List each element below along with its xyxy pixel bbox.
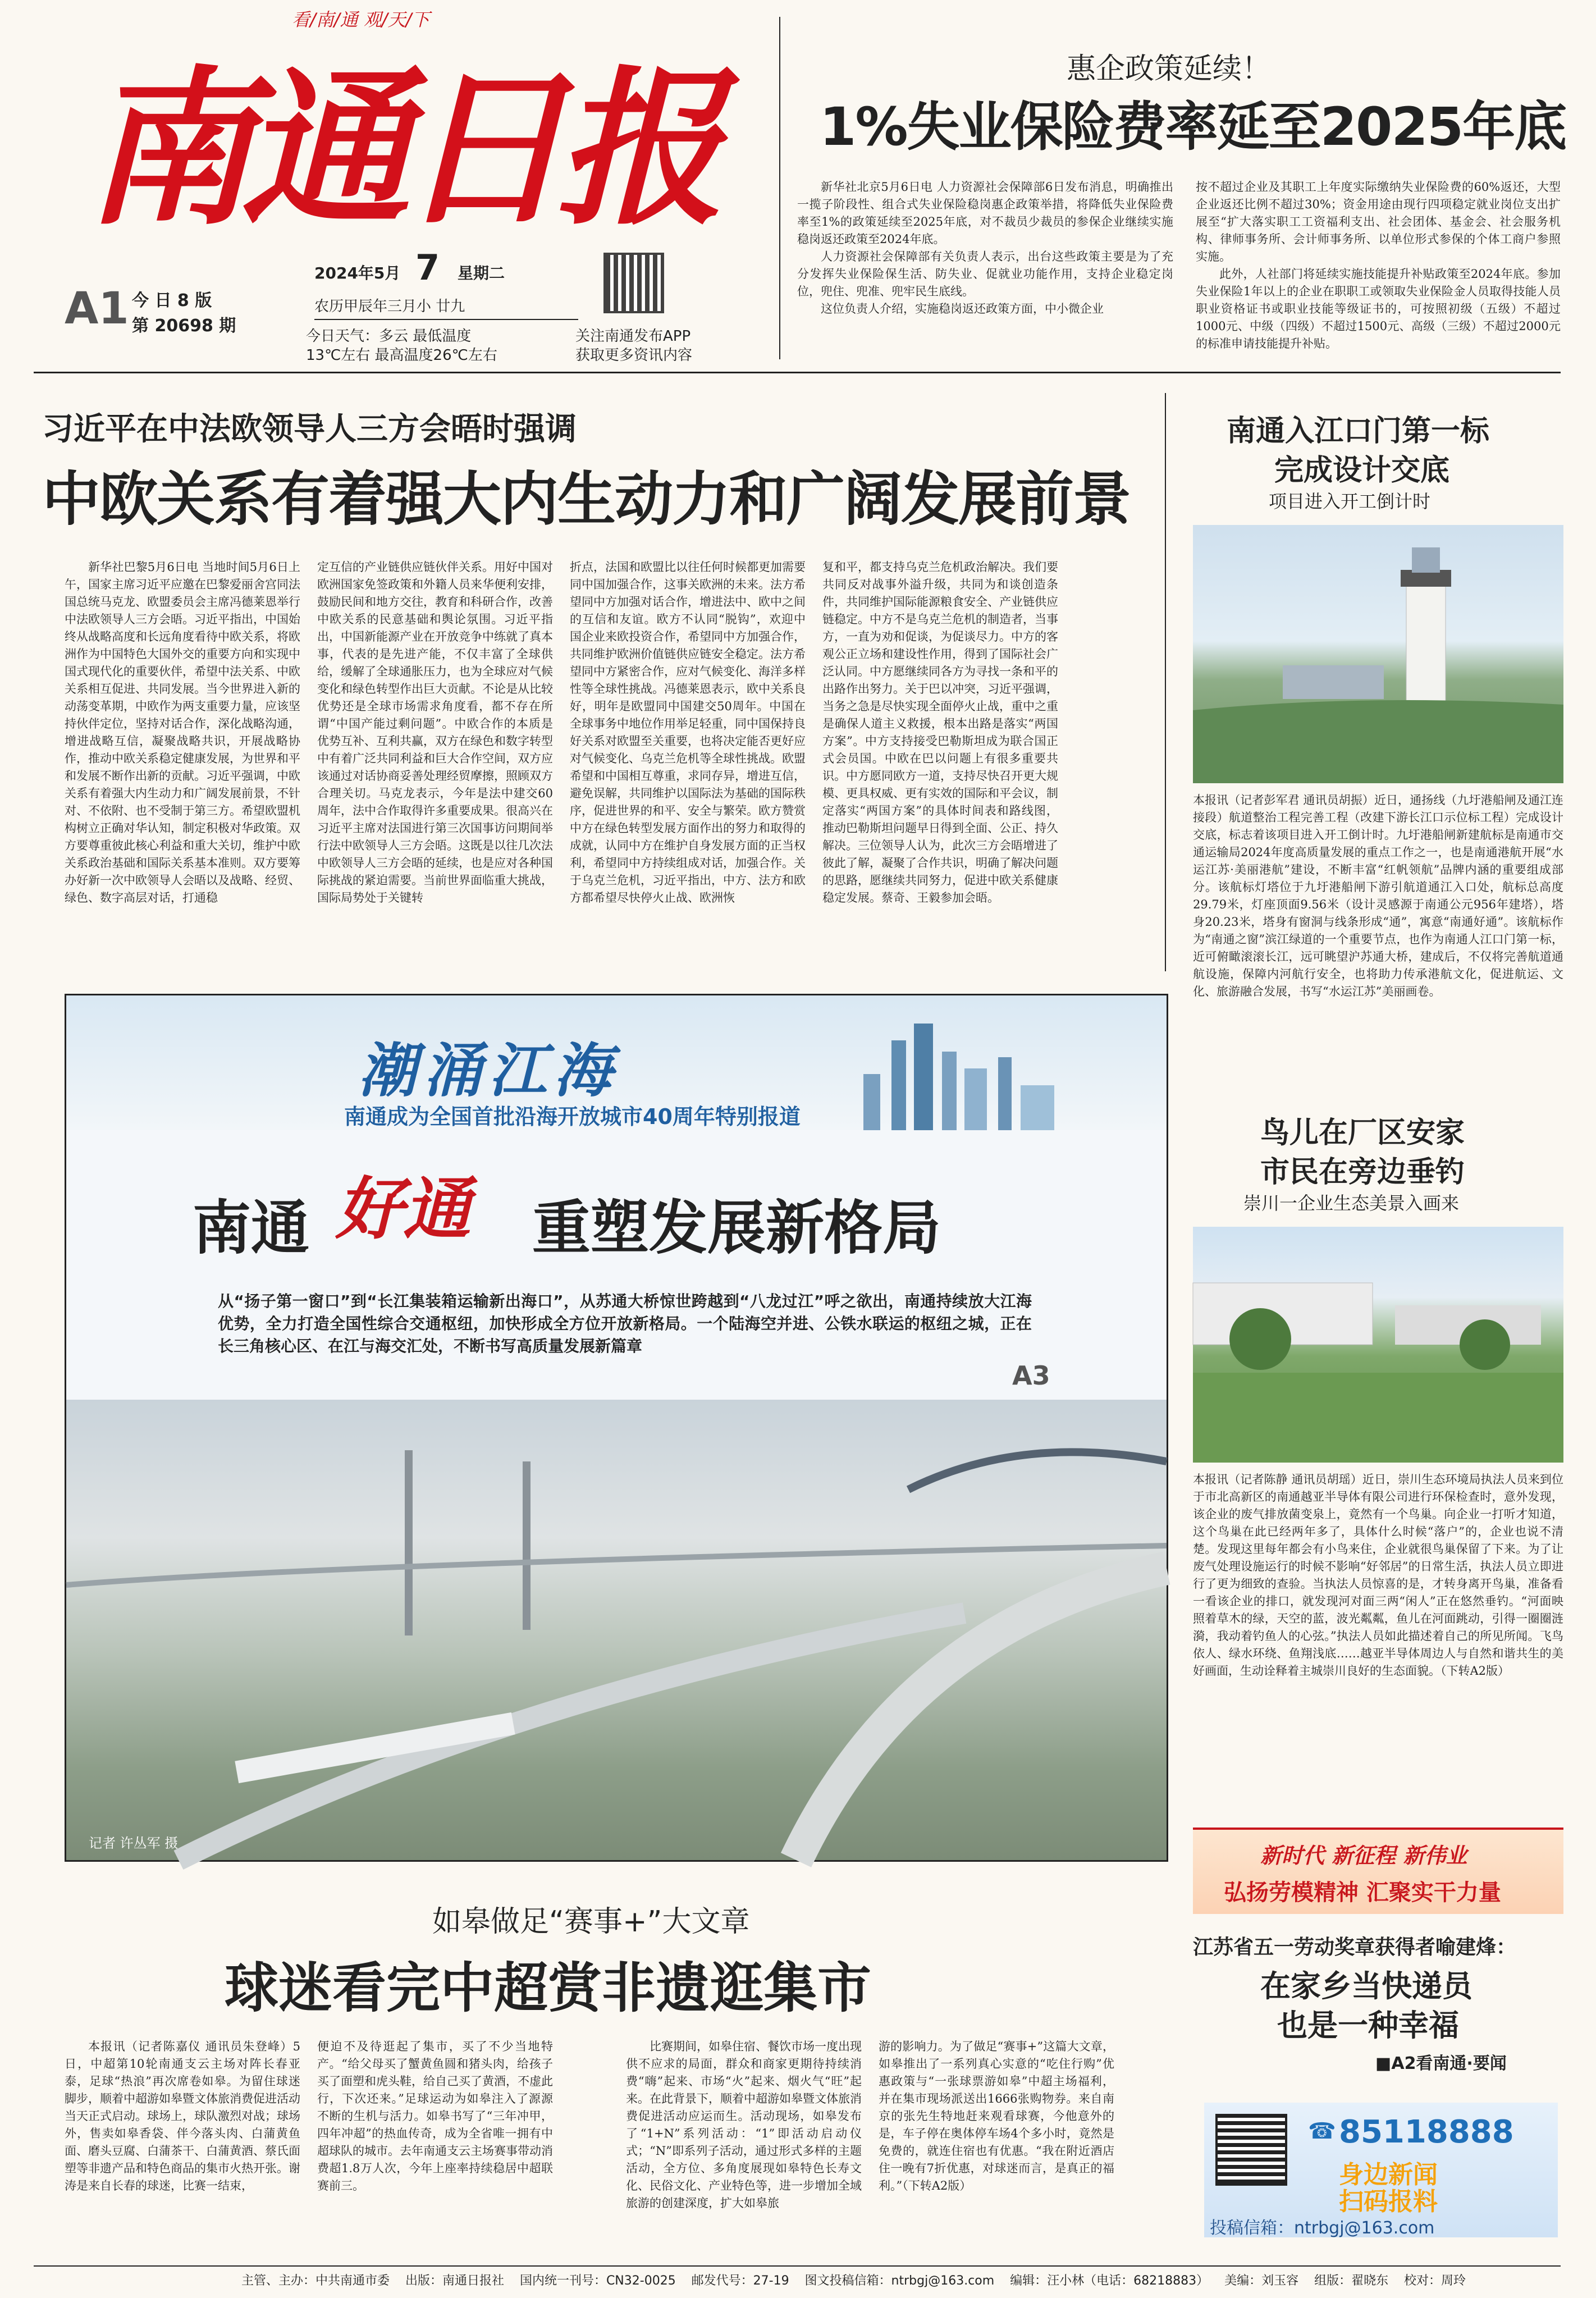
weather-line1: 今日天气：多云 最低温度 xyxy=(306,328,472,345)
ad-email[interactable]: 投稿信箱：ntrbgj@163.com xyxy=(1210,2218,1435,2238)
sports-col4-text: 游的影响力。为了做足“赛事+”这篇大文章，如皋推出了一系列真心实意的“吃住行购”优惠政策与“一张球票游如皋”中超主场福利，并在集市现场派送出1666张购物券。来自南京的张先生特地赶来观看球赛，今他意外的是，车子停在奥体停车场4个多小时，竟然是免费的，就连住宿也有优惠。“我在附近酒店住一晚有7折优惠，对球迷而言，是真正的福利。”（下转A2版） xyxy=(879,2040,1114,2192)
top-divider-vertical xyxy=(779,17,780,359)
logo xyxy=(84,34,713,248)
lead-col2-text: 定互信的产业链供应链伙伴关系。用好中国对欧洲国家免签政策和外籍人员来华便利安排，鼓励民间和地方交往，教育和科研合作，改善中欧关系的民意基础和舆论氛围。习近平指出，中国新能源产业在开放竞争中练就了真本事，代表的是先进产能，不仅丰富了全球供给，缓解了全球通胀压力，也为全球应对气候变化和绿色转型作出巨大贡献。不论是从比较优势还是全球市场需求角度看，都不存在所谓“中国产能过剩问题”。中欧合作的本质是优势互补、互利共赢，双方在绿色和数字转型中有着广泛共同利益和巨大合作空间，双方应该通过对话协商妥善处理经贸摩擦，照顾双方合理关切。马克龙表示，今年是法中建交60周年，法中合作取得许多重要成果。很高兴在习近平主席对法国进行第三次国事访问期间举行法中欧领导人三方会晤。这既是以往几次法中欧领导人三方会晤的延续，也是应对各种国际挑战的紧迫需要。当前世界面临重大挑战，国际局势处于关键转 xyxy=(317,560,553,904)
sidebar-story3-title2: 也是一种幸福 xyxy=(1277,2008,1459,2043)
sidebar-story1-title1: 南通入江口门第一标 xyxy=(1227,414,1490,448)
top-story-para: 新华社北京5月6日电 人力资源社会保障部6日发布消息，明确推出一揽子阶段性、组合式失业保险稳岗惠企政策举措，将降低失业保险费率至1%的政策延续至2025年底，对不裁员少裁员的参保企业继续实施稳岗返还政策至2024年底。 xyxy=(797,180,1173,246)
feature-block xyxy=(65,994,1168,1862)
bridge-illustration xyxy=(66,1400,1167,1860)
sidebar-story2-text: 本报讯（记者陈静 通讯员胡瑶）近日，崇川生态环境局执法人员来到位于市北高新区的南通越亚半导体有限公司进行环保检查时，意外发现，该企业的废气排放菌变泉上，竟然有一个鸟巢。向企业一打听才知道，这个鸟巢在此已经两年多了，具体什么时候“落户”的，企业也说不清楚。发现这里每年都会有小鸟来住，企业就很鸟巢保留了下来。为了让废气处理设施运行的时候不影响“好邻居”的日常生活，执法人员立即进行了更为细致的查验。当执法人员惊喜的是，才转身离开鸟巢，准备看一看该企业的排口，就发现河对面三两“闲人”正在悠然垂钓。“河面映照着草木的绿，天空的蓝，波光粼粼，鱼儿在河面跳动，引得一圈圈涟漪，我动着钓鱼人的心弦。”执法人员如此描述着自己的所见所闻。飞鸟依人、绿水环绕、鱼翔浅底……越亚半导体周边人与自然和谐共生的美好画面，生动诠释着主城崇川良好的生态面貌。（下转A2版） xyxy=(1193,1473,1563,1678)
sports-col3 xyxy=(626,2038,862,2229)
labor-banner xyxy=(1193,1828,1563,1914)
ad-line2: 扫码报料 xyxy=(1339,2187,1438,2216)
ad-phone[interactable]: 85118888 xyxy=(1339,2114,1514,2150)
photo-credit: 记者 许丛军 摄 xyxy=(89,1835,179,1851)
bridge-photo xyxy=(66,1400,1167,1860)
lead-col2 xyxy=(317,559,553,971)
top-story-headline: 1%失业保险费率延至2025年底 xyxy=(820,97,1566,158)
lead-col4 xyxy=(822,559,1058,971)
feature-deck: 从“扬子第一窗口”到“长江集装箱运输新出海口”，从苏通大桥惊世跨越到“八龙过江”呼之欲出，南通持续放大江海优势，全力打造全国性综合交通枢纽，加快形成全方位开放新格局。一个陆海空并进、公铁水联运的枢纽之城，正在长三角核心区、在江与海交汇处，不断书写高质量发展新篇章 xyxy=(218,1292,1032,1355)
sidebar-story2-title2: 市民在旁边垂钓 xyxy=(1260,1155,1465,1189)
lead-col1 xyxy=(65,559,300,971)
sidebar-story1-subtitle: 项目进入开工倒计时 xyxy=(1269,491,1431,512)
sports-col1 xyxy=(65,2038,300,2229)
masthead-line xyxy=(314,319,578,320)
top-story-col1 xyxy=(797,179,1173,364)
masthead-bottom-rule xyxy=(34,372,1561,373)
lunar-date: 农历甲辰年三月小 廿九 xyxy=(314,298,465,315)
sports-col4 xyxy=(879,2038,1114,2229)
qr-line2: 获取更多资讯内容 xyxy=(575,347,693,364)
feature-headline-c: 重塑发展新格局 xyxy=(532,1194,941,1262)
feature-headline-b: 好通 xyxy=(336,1169,470,1249)
ad-qr-code[interactable] xyxy=(1215,2114,1287,2186)
sports-headline: 球迷看完中超赏非遗逛集市 xyxy=(225,1957,871,2020)
qr-line1: 关注南通发布APP xyxy=(575,328,691,345)
factory-photo xyxy=(1193,1227,1563,1463)
sidebar-story1-text: 本报讯（记者彭军君 通讯员胡振）近日，通扬线（九圩港船闸及通江连接段）航道整治工程完善工程（改建下游长江口示位标工程）完成设计交底，标志着该项目进入开工倒计时。九圩港船闸新建航标是南通市交通运输局2024年度高质量发展的重点工作之一，也是南通港航开展“水运江苏·美丽港航”建设，不断丰富“红帆领航”品牌内涵的重要组成部分。该航标灯塔位于九圩港船闸下游引航道通江入口处，航标总高度29.79米，灯座顶面9.56米（设计灵感源于南通公元956年建塔），塔身20.23米，塔身有窗洞与线条形成“通”，寓意“南通好通”。该航标作为“南通之窗”滨江绿道的一个重要节点，也作为南通人江口门第一标，近可俯瞰滚滚长江，远可眺望沪苏通大桥，建成后，不仅将完善航道通航设施，保障内河航行安全，也将助力传承港航文化，促进航运、文化、旅游融合发展，书写“水运江苏”美丽画卷。 xyxy=(1193,793,1563,998)
labor-banner-line2: 弘扬劳模精神 汇聚实干力量 xyxy=(1224,1880,1501,1906)
sidebar-story1-title2: 完成设计交底 xyxy=(1274,454,1450,487)
logo-mark xyxy=(84,34,713,248)
footer-text: 主管、主办：中共南通市委 出版：南通日报社 国内统一刊号：CN32-0025 邮发代号：27-19 图文投稿信箱：ntrbgj@163.com 编辑：汪小林（电话：68218883） 美编：刘玉容 组版：翟晓东 校对：周玲 xyxy=(241,2274,1466,2288)
qr-code[interactable] xyxy=(603,253,664,313)
lead-kicker: 习近平在中法欧领导人三方会晤时强调 xyxy=(42,411,577,447)
sports-col1-text: 本报讯（记者陈嘉仪 通讯员朱登峰）5日，中超第10轮南通支云主场对阵长春亚泰，足球“热浪”再次席卷如皋。为留住球迷脚步，顺着中超游如皋暨文体旅消费促进活动当天正式启动。球场上，球队激烈对战；球场外，售卖如皋香袋、伴今落头肉、白蒲黄鱼面、磨头豆腐、白蒲茶干、白蒲黄酒、蔡氏面塑等非遗产品和特色商品的集市火热开张。谢涛是来自长春的球迷，比赛一结束， xyxy=(65,2040,300,2192)
footer-rule xyxy=(34,2265,1561,2267)
weather-line2: 13℃左右 最高温度26℃左右 xyxy=(306,347,497,364)
city-skyline-icon xyxy=(841,1007,1155,1130)
sidebar-story2-title1: 鸟儿在厂区安家 xyxy=(1260,1116,1465,1150)
top-story-para: 此外，人社部门将延续实施技能提升补贴政策至2024年底。参加失业保险1年以上的企业在职职工或领取失业保险金人员取得技能人员职业资格证书或职业技能等级证书的，可按照初级（五级）不超过1000元、中级（四级）不超过1500元、高级（三级）不超过2000元的标准申请技能提升补贴。 xyxy=(1196,267,1561,350)
sports-col2 xyxy=(317,2038,553,2229)
top-story-col2 xyxy=(1196,179,1561,364)
lead-col3-text: 折点，法国和欧盟比以往任何时候都更加需要同中国加强合作，这事关欧洲的未来。法方希望同中方加强对话合作，增进法中、欧中之间的互信和友谊。欧方不认同“脱钩”，欢迎中国企业来欧投资合作，希望同中方加强合作，共同维护欧洲价值链供应链安全稳定。法方希望同中方紧密合作，应对气候变化、海洋多样性等全球性挑战。冯德莱恩表示，欧中关系良好，明年是欧盟同中国建交50周年。中国在全球事务中地位作用举足轻重，同中国保持良好关系对欧盟至关重要，也将决定能否更好应对气候变化、乌克兰危机等全球性挑战。欧盟希望和中国相互尊重，求同存异，增进互信，避免误解，共同维护以国际法为基础的国际秩序，促进世界的和平、安全与繁荣。欧方赞赏中方在绿色转型发展方面作出的努力和取得的成就，认同中方在维护自身发展方面的正当权利，希望同中方持续组成对话，加强合作。关于乌克兰危机，习近平指出，中方、法方和欧方都希望尽快停火止战、欧洲恢 xyxy=(570,560,806,904)
sports-col2-text: 便迫不及待逛起了集市，买了不少当地特产。“给父母买了蟹黄鱼圆和猪头肉，给孩子买了面塑和虎头鞋，给自己买了黄酒，不虚此行，下次还来。”足球运动为如皋注入了源源不断的生机与活力。如皋书写了“三年冲甲，四年冲超”的热血传奇，成为全省唯一拥有中超球队的城市。去年南通支云主场赛事带动消费超1.8万人次，今年上座率持续稳居中超联赛前三。 xyxy=(317,2040,553,2192)
ad-line1: 身边新闻 xyxy=(1339,2160,1438,2189)
top-story-para: 这位负责人介绍，实施稳岗返还政策方面，中小微企业 xyxy=(821,302,1104,316)
sports-col3-text: 比赛期间，如皋住宿、餐饮市场一度出现供不应求的局面，群众和商家更期待持续消费“嗨”起来、市场“火”起来、烟火气“旺”起来。在此背景下，顺着中超游如皋暨文体旅消费促进活动应运而生。活动现场，如皋发布了“1+N”系列活动：“1”即活动启动仪式；“N”即系列子活动，通过形式多样的主题活动，全方位、多角度展现如皋特色长寿文化、民俗文化、产业特色等，进一步增加全域旅游的创建深度，扩大如皋旅 xyxy=(626,2040,862,2210)
date: 2024年5月 xyxy=(314,264,401,282)
lighthouse-icon xyxy=(1193,525,1563,783)
feature-headline-a: 南通 xyxy=(193,1194,310,1262)
date-day: 7 xyxy=(415,247,440,288)
sidebar-divider xyxy=(1165,393,1166,971)
weekday: 星期二 xyxy=(458,264,505,282)
issue-number: 第 20698 期 xyxy=(132,316,236,336)
issue-pages: 今 日 8 版 xyxy=(132,291,212,310)
lead-col3 xyxy=(570,559,806,971)
masthead-slogan: 看/南/通 观/天/下 xyxy=(292,9,430,30)
lead-headline: 中欧关系有着强大内生动力和广阔发展前景 xyxy=(42,465,1131,533)
top-story-kicker: 惠企政策延续！ xyxy=(1067,52,1272,86)
tipoff-ad xyxy=(1204,2103,1558,2237)
page-code: A1 xyxy=(65,284,129,334)
logo-text: 南通日报 xyxy=(84,49,713,248)
lead-col1-text: 新华社巴黎5月6日电 当地时间5月6日上午，国家主席习近平应邀在巴黎爱丽舍宫同法国总统马克龙、欧盟委员会主席冯德莱恩举行中法欧领导人三方会晤。习近平指出，中国始终从战略高度和长远角度看待中欧关系，将欧洲作为中国特色大国外交的重要方向和实现中国式现代化的重要伙伴，希望中法关系、中欧关系相互促进、共同发展。当今世界进入新的动荡变革期，中欧作为两支重要力量，应该坚持伙伴定位，坚持对话合作，深化战略沟通，增进战略互信，凝聚战略共识，开展战略协作，推动中欧关系稳定健康发展，为世界和平和发展不断作出新的贡献。习近平强调，中欧关系有着强大内生动力和广阔发展前景，不针对、不依附、也不受制于第三方。希望欧盟机构树立正确对华认知，制定积极对华政策。双方要尊重彼此核心利益和重大关切，维护中欧关系政治基础和国际关系基本准则。双方要筹办好新一次中欧领导人会晤以及战略、经贸、绿色、数字高层对话，打通稳 xyxy=(65,560,300,904)
sidebar-story3-title1: 在家乡当快递员 xyxy=(1260,1968,1472,2004)
lighthouse-photo xyxy=(1193,525,1563,783)
sidebar-story2-subtitle: 崇川一企业生态美景入画来 xyxy=(1243,1193,1460,1214)
feature-jump[interactable]: A3 xyxy=(1012,1360,1050,1391)
lead-col4-text: 复和平，都支持乌克兰危机政治解决。我们要共同反对战事外溢升级，共同为和谈创造条件，共同维护国际能源粮食安全、产业链供应链稳定。中方不是乌克兰危机的制造者，当事方，一直为劝和促谈，为促谈尽力。中方的客观公正立场和建设性作用，得到了国际社会广泛认同。中方愿继续同各方为寻找一条和平的出路作出努力。关于巴以冲突，习近平强调，当务之急是尽快实现全面停火止战，重中之重是确保人道主义救援，根本出路是落实“两国方案”。中方支持接受巴勒斯坦成为联合国正式会员国。中欧在巴以问题上有很多重要共识。中方愿同欧方一道，支持尽快召开更大规模、更具权威、更有实效的国际和平会议，制定落实“两国方案”的具体时间表和路线图，推动巴勒斯坦问题早日得到全面、公正、持久解决。三位领导人认为，此次三方会晤增进了彼此了解，凝聚了合作共识，明确了解决问题的思路，愿继续共同努力，促进中欧关系健康稳定发展。蔡奇、王毅参加会晤。 xyxy=(822,560,1058,904)
factory-icon xyxy=(1193,1227,1563,1463)
phone-icon: ☎ xyxy=(1308,2118,1336,2144)
feature-banner-sub: 南通成为全国首批沿海开放城市40周年特别报道 xyxy=(344,1104,801,1129)
top-story-para: 按不超过企业及其职工上年度实际缴纳失业保险费的60%返还，大型企业返还比例不超过30%；资金用途由现行四项稳定就业岗位支出扩展至“扩大落实职工工资福利支出、社会团体、基金会、社会服务机构、律师事务所、会计师事务所、以单位形式参保的个体工商户参照实施。 xyxy=(1196,180,1561,263)
sports-kicker: 如皋做足“赛事+”大文章 xyxy=(432,1905,750,1939)
sidebar-story3-kicker: 江苏省五一劳动奖章获得者喻建烽： xyxy=(1193,1936,1517,1959)
sidebar-story3-ref[interactable]: ■A2看南通·要闻 xyxy=(1375,2054,1507,2073)
labor-banner-line1: 新时代 新征程 新伟业 xyxy=(1260,1843,1467,1868)
feature-banner-title: 潮涌江海 xyxy=(358,1036,619,1105)
top-story-para: 人力资源社会保障部有关负责人表示，出台这些政策主要是为了充分发挥失业保险保生活、防失业、促就业功能作用，支持企业稳定岗位，兜住、兜准、兜牢民生底线。 xyxy=(797,250,1173,298)
